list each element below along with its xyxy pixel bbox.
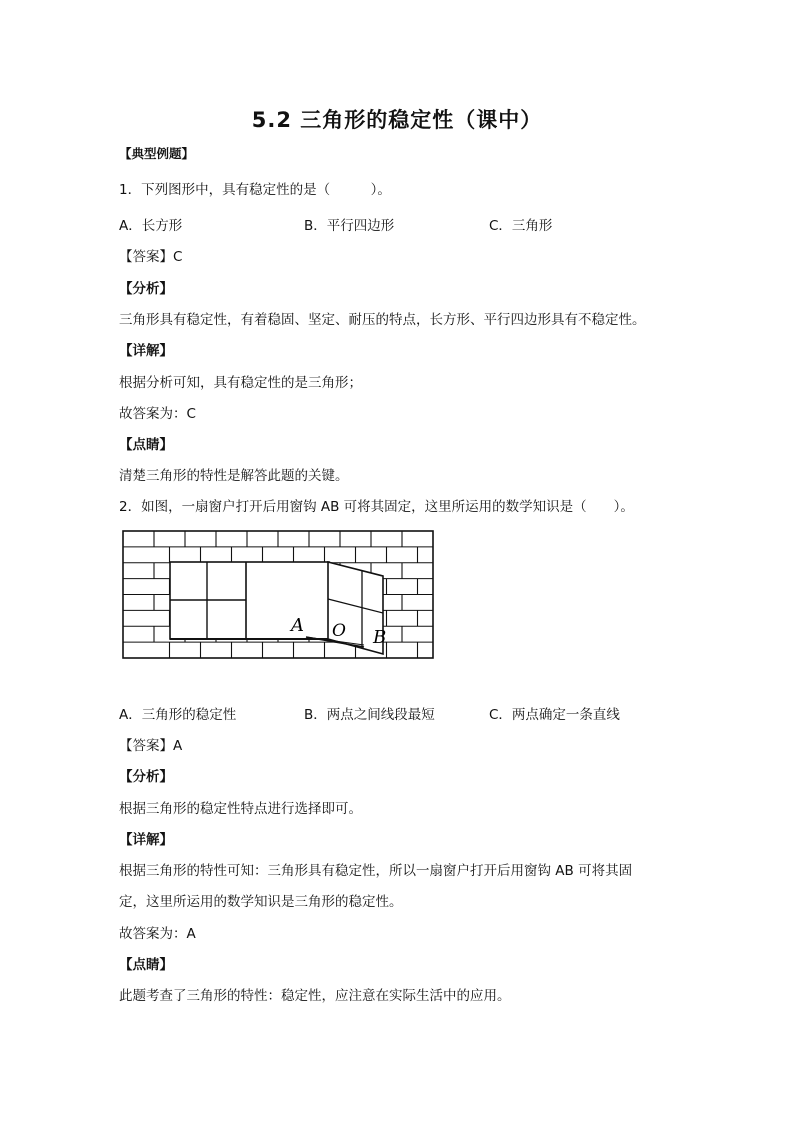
q2-option-a: A．三角形的稳定性 <box>119 707 237 723</box>
q1-note: 清楚三角形的特性是解答此题的关键。 <box>119 468 349 484</box>
page-title: 5.2 三角形的稳定性（课中） <box>251 108 543 132</box>
q1-option-b: B．平行四边形 <box>304 218 395 234</box>
q1-detail-line-1: 根据分析可知，具有稳定性的是三角形； <box>119 375 362 391</box>
label-o: O <box>332 621 346 641</box>
q1-analysis-heading: 【分析】 <box>119 281 173 297</box>
q2-detail-line-2: 定，这里所运用的数学知识是三角形的稳定性。 <box>119 894 403 910</box>
q2-detail-line-3: 故答案为：A <box>119 926 196 942</box>
label-b: B <box>373 627 387 648</box>
window-figure <box>121 529 437 663</box>
q1-analysis: 三角形具有稳定性，有着稳固、坚定、耐压的特点，长方形、平行四边形具有不稳定性。 <box>119 312 646 328</box>
q1-stem: 1．下列图形中，具有稳定性的是（ ）。 <box>119 182 391 198</box>
q2-detail-heading: 【详解】 <box>119 832 173 848</box>
q2-note: 此题考查了三角形的特性：稳定性，应注意在实际生活中的应用。 <box>119 988 511 1004</box>
q2-stem: 2．如图，一扇窗户打开后用窗钩 AB 可将其固定，这里所运用的数学知识是（ ）。 <box>119 499 634 515</box>
q1-note-heading: 【点睛】 <box>119 437 173 453</box>
q2-analysis: 根据三角形的稳定性特点进行选择即可。 <box>119 801 362 817</box>
q1-option-c: C．三角形 <box>489 218 553 234</box>
q1-detail-line-2: 故答案为：C <box>119 406 196 422</box>
q1-detail-heading: 【详解】 <box>119 343 173 359</box>
q2-analysis-heading: 【分析】 <box>119 769 173 785</box>
section-heading: 【典型例题】 <box>119 146 195 161</box>
q2-note-heading: 【点睛】 <box>119 957 173 973</box>
q2-detail-line-1: 根据三角形的特性可知：三角形具有稳定性，所以一扇窗户打开后用窗钩 AB 可将其固 <box>119 863 633 879</box>
q1-option-a: A．长方形 <box>119 218 183 234</box>
q2-option-b: B．两点之间线段最短 <box>304 707 435 723</box>
label-a: A <box>291 615 304 636</box>
q2-option-c: C．两点确定一条直线 <box>489 707 620 723</box>
q2-answer: 【答案】A <box>119 738 183 754</box>
q1-answer: 【答案】C <box>119 249 183 265</box>
